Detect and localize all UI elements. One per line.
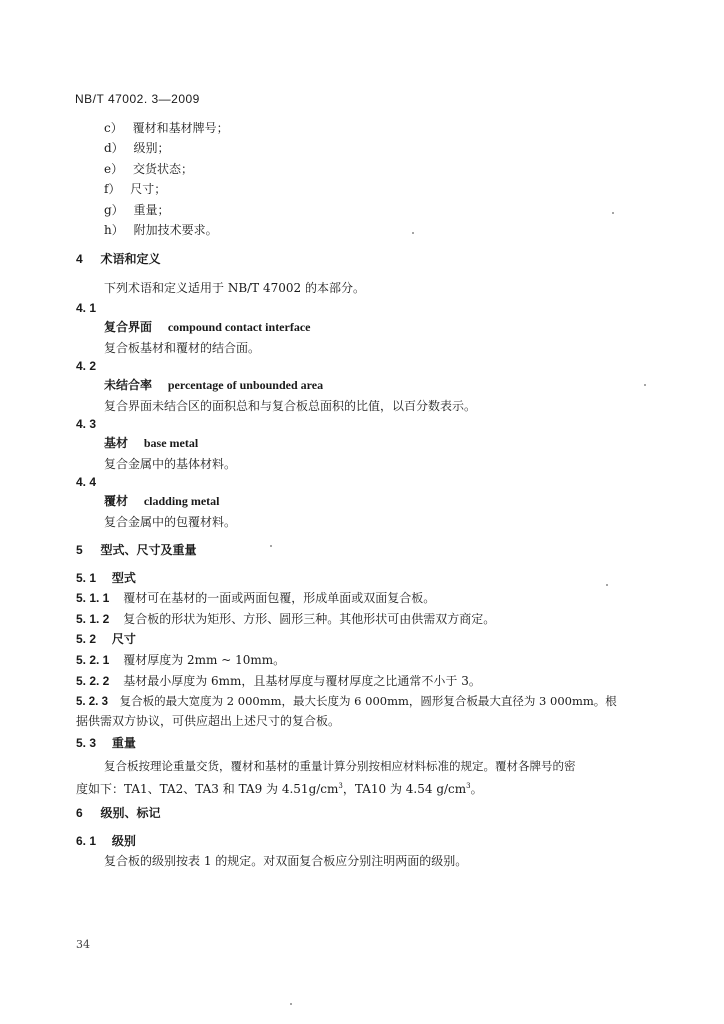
- clause-number: 5. 2: [76, 632, 97, 646]
- list-marker: c）: [104, 121, 123, 135]
- term-heading: [104, 319, 310, 335]
- section-number: 6: [76, 806, 83, 820]
- section-number: 4: [76, 252, 83, 266]
- term-definition: 复合金属中的基体材料。: [104, 457, 237, 471]
- clause: [76, 590, 435, 606]
- clause: [76, 693, 617, 710]
- clause-title: 重量: [111, 736, 136, 750]
- list-marker: d）: [104, 141, 124, 155]
- paragraph: 复合板按理论重量交货，覆材和基材的重量计算分别按相应材料标准的规定。覆材各牌号的密: [104, 759, 576, 773]
- list-text: 重量；: [133, 203, 170, 217]
- list-text: 附加技术要求。: [133, 223, 218, 237]
- section-title: 术语和定义: [100, 252, 161, 266]
- section-heading: [76, 251, 161, 267]
- term-zh: 覆材: [104, 494, 129, 508]
- scan-speck: [644, 384, 646, 386]
- term-en: percentage of unbounded area: [167, 378, 324, 392]
- clause: [76, 652, 285, 668]
- list-marker: e）: [104, 162, 124, 176]
- list-item: [104, 161, 193, 177]
- list-text: 覆材和基材牌号；: [132, 121, 229, 135]
- clause: [76, 673, 481, 689]
- scan-speck: [606, 584, 608, 586]
- term-en: cladding metal: [143, 494, 220, 508]
- clause-continuation: 据供需双方协议，可供应超出上述尺寸的复合板。: [76, 714, 341, 728]
- section-heading: [76, 542, 197, 558]
- clause-number: 5. 2. 3: [76, 696, 108, 708]
- list-item: [104, 202, 170, 218]
- page-number: 34: [76, 938, 90, 951]
- paragraph-continuation: [76, 778, 483, 797]
- density-text: 。: [470, 782, 483, 796]
- list-text: 交货状态；: [132, 162, 193, 176]
- list-marker: f）: [104, 182, 121, 196]
- scan-speck: [290, 1003, 292, 1005]
- density-text: 度如下：TA1、TA2、TA3 和 TA9 为 4.51g/cm: [76, 782, 339, 796]
- clause-number: 5. 1. 1: [76, 591, 110, 605]
- clause-text: 复合板的形状为矩形、方形、圆形三种。其他形状可由供需双方商定。: [123, 612, 496, 626]
- scan-speck: [412, 232, 414, 234]
- scan-speck: [612, 212, 614, 214]
- list-item: [104, 140, 170, 156]
- term-zh: 未结合率: [104, 378, 153, 392]
- standard-header: NB/T 47002. 3—2009: [75, 92, 200, 106]
- subsection-heading: [76, 570, 136, 586]
- clause-number: 5. 2. 1: [76, 653, 110, 667]
- clause-number: 5. 3: [76, 736, 97, 750]
- list-item: [104, 120, 229, 136]
- clause-number: 4. 2: [76, 359, 97, 373]
- list-item: [104, 222, 218, 238]
- clause-number: 4. 3: [76, 417, 97, 431]
- clause-title: 级别: [111, 834, 136, 848]
- clause-number: 5. 2. 2: [76, 674, 110, 688]
- section-number: 5: [76, 543, 83, 557]
- list-marker: h）: [104, 223, 124, 237]
- clause-text: 复合板的最大宽度为 2 000mm，最大长度为 6 000mm，圆形复合板最大直径为 3 000mm。根: [119, 694, 617, 708]
- subsection-heading: [76, 735, 136, 751]
- subsection-heading: [76, 833, 136, 849]
- density-text: ，TA10 为 4.54 g/cm: [342, 782, 467, 796]
- paragraph: 复合板的级别按表 1 的规定。对双面复合板应分别注明两面的级别。: [104, 854, 468, 868]
- list-text: 尺寸；: [130, 182, 167, 196]
- clause-number: 4. 4: [76, 475, 97, 489]
- clause-number: 5. 1: [76, 571, 97, 585]
- clause-text: 覆材厚度为 2mm ~ 10mm。: [123, 653, 286, 667]
- clause-title: 型式: [111, 571, 136, 585]
- term-en: compound contact interface: [167, 320, 311, 334]
- section-heading: [76, 805, 161, 821]
- section-title: 型式、尺寸及重量: [100, 543, 197, 557]
- clause: [76, 611, 495, 627]
- list-text: 级别；: [133, 141, 170, 155]
- term-en: base metal: [143, 436, 199, 450]
- paragraph: 下列术语和定义适用于 NB/T 47002 的本部分。: [104, 281, 365, 295]
- section-title: 级别、标记: [100, 806, 161, 820]
- clause-number: 4. 1: [76, 301, 97, 315]
- superscript: 3: [466, 782, 471, 790]
- scan-speck: [270, 545, 272, 547]
- clause-number: 5. 1. 2: [76, 612, 110, 626]
- term-heading: [104, 493, 220, 509]
- clause-number: 6. 1: [76, 834, 97, 848]
- subsection-heading: [76, 631, 136, 647]
- term-definition: 复合金属中的包覆材料。: [104, 515, 237, 529]
- term-zh: 复合界面: [104, 320, 153, 334]
- term-definition: 复合界面未结合区的面积总和与复合板总面积的比值，以百分数表示。: [104, 399, 477, 413]
- term-zh: 基材: [104, 436, 129, 450]
- superscript: 3: [338, 782, 343, 790]
- list-item: [104, 181, 166, 197]
- clause-text: 基材最小厚度为 6mm，且基材厚度与覆材厚度之比通常不小于 3。: [123, 674, 481, 688]
- term-heading: [104, 435, 198, 451]
- list-marker: g）: [104, 203, 124, 217]
- term-heading: [104, 377, 323, 393]
- term-definition: 复合板基材和覆材的结合面。: [104, 341, 261, 355]
- clause-text: 覆材可在基材的一面或两面包覆，形成单面或双面复合板。: [123, 591, 436, 605]
- clause-title: 尺寸: [111, 632, 136, 646]
